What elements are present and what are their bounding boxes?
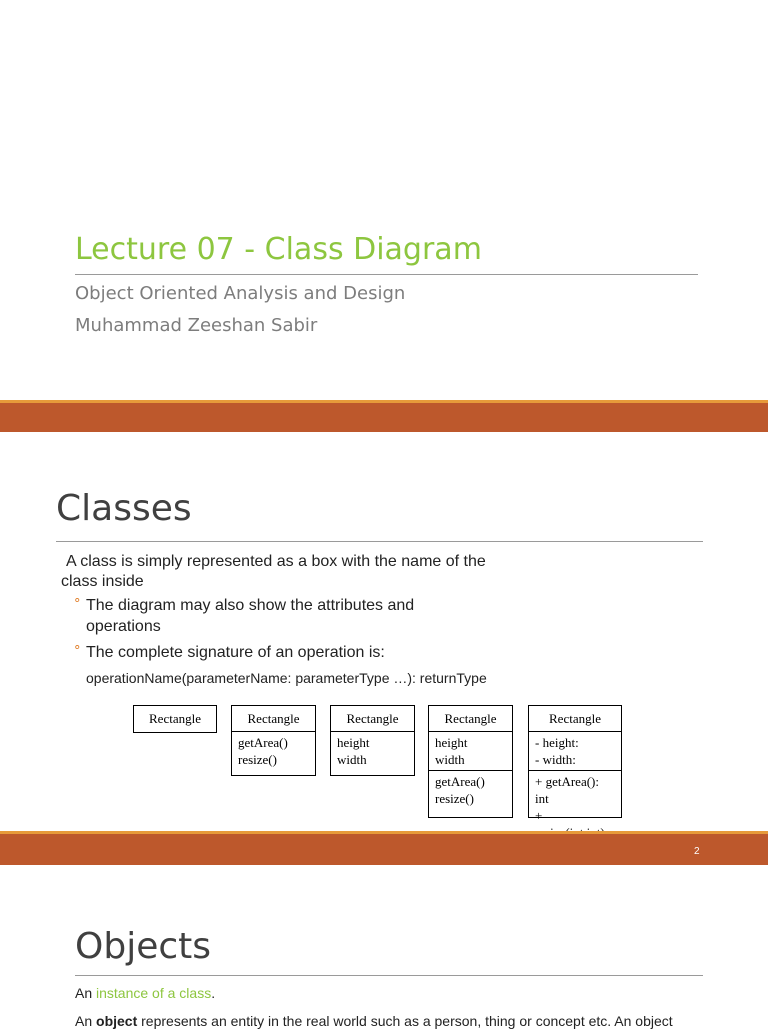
uml-class-box — [330, 705, 415, 776]
course-subtitle: Object Oriented Analysis and Design — [75, 283, 406, 304]
objects-divider — [75, 975, 703, 976]
uml-class-name: Rectangle — [149, 711, 201, 726]
text-fragment: . — [211, 985, 216, 1001]
uml-class-box — [133, 705, 217, 733]
uml-attributes — [331, 731, 414, 770]
lecture-title: Lecture 07 - Class Diagram — [75, 232, 482, 267]
uml-member: getArea() — [435, 774, 485, 789]
uml-operations — [232, 731, 315, 770]
bullet-icon: ° — [74, 597, 81, 612]
uml-class-box — [528, 705, 622, 823]
uml-class-name: Rectangle — [247, 711, 300, 726]
uml-member: width — [435, 752, 465, 767]
objects-heading: Objects — [75, 926, 212, 967]
text-fragment: An — [75, 1013, 97, 1029]
page-number: 2 — [694, 846, 700, 857]
uml-class-name: Rectangle — [549, 711, 601, 726]
uml-class-name: Rectangle — [346, 711, 399, 726]
uml-attributes — [529, 731, 621, 770]
uml-member: + — [535, 808, 543, 823]
slide-divider-band — [0, 403, 768, 432]
classes-divider — [56, 541, 703, 542]
uml-member: height — [337, 735, 370, 750]
objects-line1 — [75, 985, 215, 1001]
intro-text-line2: class inside — [61, 573, 144, 590]
uml-member: resize() — [238, 752, 277, 767]
uml-class-box — [428, 705, 513, 818]
uml-attributes — [429, 731, 512, 770]
bullet-icon: ° — [74, 644, 81, 659]
uml-member: height — [435, 735, 468, 750]
uml-class-name: Rectangle — [444, 711, 497, 726]
bullet-1-line2: operations — [86, 618, 161, 635]
slide-footer-band — [0, 834, 768, 865]
bullet-1-line1: The diagram may also show the attributes and — [86, 597, 415, 614]
title-divider — [75, 274, 698, 275]
author-name: Muhammad Zeeshan Sabir — [75, 315, 318, 336]
text-fragment: represents an entity in the real world such as a person, thing or concept etc. An object — [137, 1013, 673, 1029]
uml-member: width — [337, 752, 367, 767]
text-fragment: An — [75, 985, 97, 1001]
instance-link[interactable]: instance of a class — [96, 985, 212, 1001]
uml-operations — [429, 770, 512, 809]
uml-member: + getArea(): int — [535, 774, 599, 806]
uml-member: - width: — [535, 752, 576, 767]
object-term: object — [96, 1013, 138, 1029]
title-slide — [0, 0, 768, 400]
operation-signature: operationName(parameterName: parameterType …): returnType — [86, 670, 487, 686]
objects-line2 — [75, 1013, 768, 1029]
bullet-2-text: The complete signature of an operation is: — [86, 644, 385, 661]
intro-text-line1: A class is simply represented as a box with the name of the — [66, 553, 486, 570]
uml-class-box — [231, 705, 316, 776]
uml-member: - height: — [535, 735, 579, 750]
uml-member: resize() — [435, 791, 474, 806]
classes-heading: Classes — [56, 488, 192, 529]
uml-member: getArea() — [238, 735, 288, 750]
